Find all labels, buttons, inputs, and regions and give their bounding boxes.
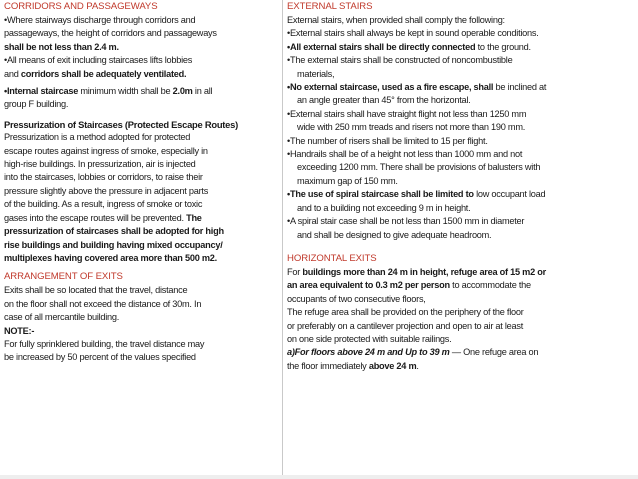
pressurization-heading: Pressurization of Staircases (Protected Escape Routes) [4, 118, 238, 130]
corridors-rule-2: •All means of exit including staircases lifts lobbies and corridors shall be adequately ventilated. [4, 55, 193, 79]
corridors-rule-1: •Where stairways discharge through corridors and passageways, the height of corridors and passageways shall be not less than 2.4 m. [4, 15, 217, 52]
internal-staircase-rule: •Internal staircase minimum width shall be 2.0m in all group F building. [4, 86, 213, 110]
external-stairs-heading: EXTERNAL STAIRS [287, 1, 373, 12]
horizontal-exits-heading: HORIZONTAL EXITS [287, 252, 377, 264]
corridors-heading: CORRIDORS AND PASSAGEWAYS [4, 1, 158, 12]
left-column [4, 0, 280, 365]
exits-paragraph: Exits shall be so located that the travel, distance on the floor shall not exceed the distance of 30m. In case of all mercantile building. NOTE:- For fully sprinklered building, the travel distance may be increased by 50 percent of the values specified [4, 285, 205, 363]
note-label: NOTE:- [4, 325, 35, 336]
bottom-strip [0, 475, 638, 479]
external-stairs-list: External stairs, when provided shall comply the following: •External stairs shall always be kept in sound operable conditions. •All external stairs shall be directly connected to the ground. •The external stairs shall be constructed of noncombustible materials, •No external staircase, used as a fire escape, shall be inclined at an angle greater than 45° from the horizontal. •External stairs shall have straight flight not less than 1250 mm wide with 250 mm treads and risers not more than 190 mm. •The number of risers shall be limited to 15 per flight. •Handrails shall be of a height not less than 1000 mm and not exceeding 1200 mm. There shall be provisions of balusters with maximum gap of 150 mm. •The use of spiral staircase shall be limited to low occupant load and to a building not exceeding 9 m in height. •A spiral stair case shall be not less than 1500 mm in diameter and shall be designed to give adequate headroom. [287, 15, 547, 240]
pressurization-paragraph: Pressurization is a method adopted for protected escape routes against ingress of smoke, especially in high-rise buildings. In pressurization, air is injected into the staircases, lobbies or corridors, to raise their pressure slightly above the pressure in adjacent parts of the building. As a result, ingress of smoke or toxic gases into the escape routes will be prevented. The pressurization of staircases shall be adopted for high rise buildings and building having mixed occupancy/ multiplexes having covered area more than 500 m2. [4, 132, 224, 263]
right-column [287, 0, 633, 373]
horizontal-exits-paragraph: For buildings more than 24 m in height, refuge area of 15 m2 or an area equivalent to 0.3 m2 per person to accommodate the occupants of two consecutive floors, The refuge area shall be provided on the periphery of the floor or preferably on a cantilever projection and open to air at least on one side protected with suitable railings. a)For floors above 24 m and Up to 39 m — One refuge area on the floor immediately above 24 m. [287, 266, 546, 371]
arrangement-of-exits-heading: ARRANGEMENT OF EXITS [4, 271, 123, 283]
column-divider [282, 0, 283, 479]
